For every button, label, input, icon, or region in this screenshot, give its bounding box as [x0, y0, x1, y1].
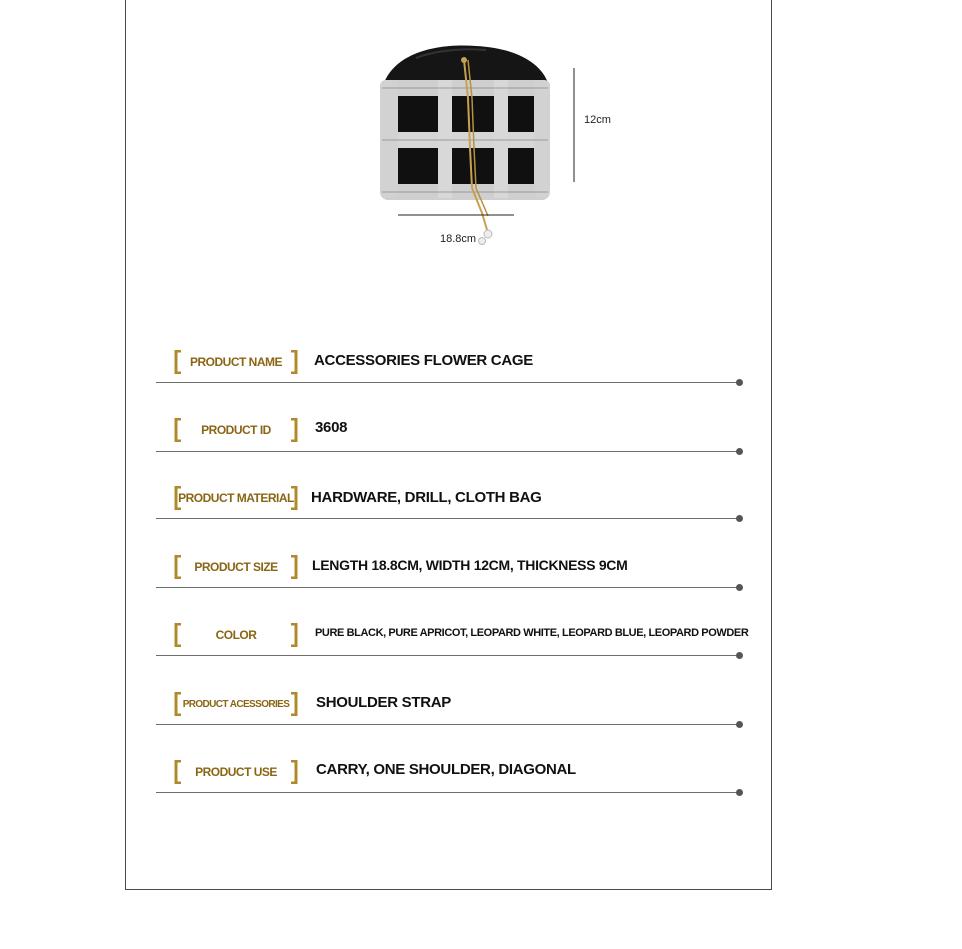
- spec-label: PRODUCT ID: [201, 423, 271, 437]
- right-bracket-icon: [290, 486, 298, 510]
- spec-label-box: [174, 486, 298, 510]
- divider: [156, 451, 739, 452]
- spec-row-product-size: [156, 555, 744, 615]
- divider-dot: [736, 721, 743, 728]
- right-bracket-icon: [290, 418, 298, 442]
- divider: [156, 724, 739, 725]
- spec-label-box: [174, 692, 298, 716]
- spec-label-box: [174, 760, 298, 784]
- width-dimension-label: 18.8cm: [440, 233, 477, 245]
- spec-value: CARRY, ONE SHOULDER, DIAGONAL: [316, 761, 576, 778]
- spec-value: LENGTH 18.8CM, WIDTH 12CM, THICKNESS 9CM: [312, 557, 628, 573]
- right-bracket-icon: [290, 760, 298, 784]
- spec-value: SHOULDER STRAP: [316, 694, 451, 711]
- divider-dot: [736, 789, 743, 796]
- spec-label: PRODUCT MATERIAL: [178, 491, 294, 505]
- spec-label: PRODUCT USE: [195, 765, 277, 779]
- divider: [156, 655, 739, 656]
- spec-value: PURE BLACK, PURE APRICOT, LEOPARD WHITE, LEOPARD BLUE, LEOPARD POWDER: [315, 627, 749, 639]
- spec-value: HARDWARE, DRILL, CLOTH BAG: [311, 489, 542, 506]
- divider: [156, 792, 739, 793]
- cage-bag-illustration: [376, 38, 616, 253]
- divider-dot: [736, 652, 743, 659]
- spec-row-product-id: [156, 418, 744, 478]
- spec-row-product-name: [156, 350, 744, 410]
- spec-value: ACCESSORIES FLOWER CAGE: [314, 352, 533, 369]
- divider-dot: [736, 515, 743, 522]
- divider: [156, 518, 739, 519]
- spec-row-product-material: [156, 486, 744, 546]
- left-bracket-icon: [174, 760, 182, 784]
- spec-label: PRODUCT SIZE: [194, 560, 278, 574]
- divider-dot: [736, 379, 743, 386]
- left-bracket-icon: [174, 692, 182, 716]
- spec-label: PRODUCT NAME: [190, 355, 282, 369]
- right-bracket-icon: [290, 623, 298, 647]
- product-image: [376, 38, 616, 253]
- spec-row-product-use: [156, 760, 744, 820]
- right-bracket-icon: [290, 555, 298, 579]
- divider-dot: [736, 448, 743, 455]
- divider-dot: [736, 584, 743, 591]
- left-bracket-icon: [174, 555, 182, 579]
- spec-label: PRODUCT ACESSORIES: [182, 698, 290, 710]
- left-bracket-icon: [174, 623, 182, 647]
- divider: [156, 587, 739, 588]
- spec-row-product-accessories: [156, 692, 744, 752]
- spec-row-color: [156, 623, 749, 683]
- left-bracket-icon: [174, 486, 182, 510]
- left-bracket-icon: [174, 350, 182, 374]
- left-bracket-icon: [174, 418, 182, 442]
- right-bracket-icon: [290, 350, 298, 374]
- spec-label-box: [174, 350, 298, 374]
- spec-label-box: [174, 555, 298, 579]
- divider: [156, 382, 739, 383]
- spec-label: COLOR: [215, 628, 257, 642]
- height-dimension-label: 12cm: [584, 114, 611, 126]
- spec-value: 3608: [315, 419, 348, 436]
- right-bracket-icon: [290, 692, 298, 716]
- spec-label-box: [174, 623, 298, 647]
- spec-panel: [125, 0, 772, 890]
- spec-label-box: [174, 418, 298, 442]
